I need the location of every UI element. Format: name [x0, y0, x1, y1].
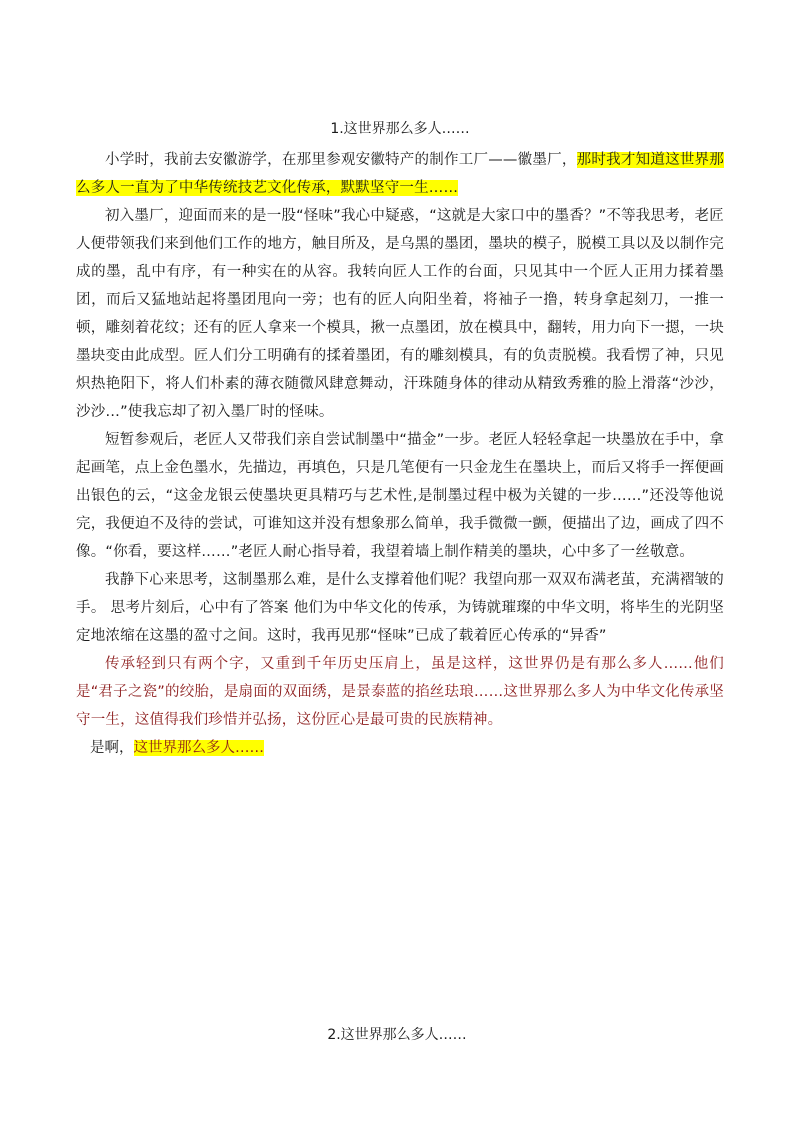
section-2-title: 2.这世界那么多人……: [327, 1027, 467, 1043]
paragraph-first-impression: 初入墨厂，迎面而来的是一股“怪味”我心中疑惑，“这就是大家口中的墨香？”不等我思考，老匠人便带领我们来到他们工作的地方，触目所及，是乌黑的墨团，墨块的模子，脱模工具以及以制作完成的墨，乱中有序，有一种实在的从容。我转向匠人工作的台面，只见其中一个匠人正用力揉着墨团，而后又猛地站起将墨团甩向一旁；也有的匠人向阳坐着，将袖子一撸，转身拿起刻刀，一推一顿，雕刻着花纹；还有的匠人拿来一个模具，揪一点墨团，放在模具中，翻转，用力向下一摁，一块墨块变由此成型。匠人们分工明确有的揉着墨团，有的雕刻模具，有的负责脱模。我看愣了神，只见炽热艳阳下，将人们朴素的薄衣随微风肆意舞动，汗珠随身体的律动从精致秀雅的脸上滑落“沙沙，沙沙…”使我忘却了初入墨厂时的怪味。: [76, 208, 724, 420]
paragraph-intro-highlight: 那时我才知道这世界那么多人一直为了中华传统技艺文化传承，默默坚守一生……: [76, 152, 724, 196]
paragraph-closing: [76, 734, 724, 762]
paragraph-intro: [76, 146, 724, 202]
closing-text: 是啊，: [90, 740, 134, 756]
essay-section-1: [76, 118, 724, 762]
paragraph-reflection: 我静下心来思考，这制墨那么难，是什么支撑着他们呢？我望向那一双双布满老茧，充满褶皱的手。 思考片刻后，心中有了答案 他们为中华文化的传承，为铸就璀璨的中华文明，将毕生的光阴坚定地浓缩在这墨的盈寸之间。这时，我再见那“怪味”已成了载着匠心传承的“异香”: [76, 572, 724, 644]
paragraph-intro-text: 小学时，我前去安徽游学，在那里参观安徽特产的制作工厂——徽墨厂，: [105, 152, 577, 168]
closing-highlight: 这世界那么多人……: [133, 740, 264, 756]
paragraph-gold-tracing: 短暂参观后，老匠人又带我们亲自尝试制墨中“描金”一步。老匠人轻轻拿起一块墨放在手中，拿起画笔，点上金色墨水，先描边，再填色，只是几笔便有一只金龙生在墨块上，而后又将手一挥便画出银色的云，“这金龙银云使墨块更具精巧与艺术性,是制墨过程中极为关键的一步……”还没等他说完，我便迫不及待的尝试，可谁知这并没有想象那么简单，我手微微一颤，便描出了边，画成了四不像。“你看，要这样……”老匠人耐心指导着，我望着墙上制作精美的墨块，心中多了一丝敬意。: [76, 432, 724, 560]
paragraph-heritage: 传承轻到只有两个字，又重到千年历史压肩上，虽是这样，这世界仍是有那么多人……他们是“君子之瓷”的绞胎，是扇面的双面绣，是景泰蓝的掐丝珐琅……这世界那么多人为中华文化传承坚守一生，这值得我们珍惜并弘扬，这份匠心是最可贵的民族精神。: [76, 656, 724, 728]
section-1-title: 1.这世界那么多人……: [330, 121, 470, 137]
